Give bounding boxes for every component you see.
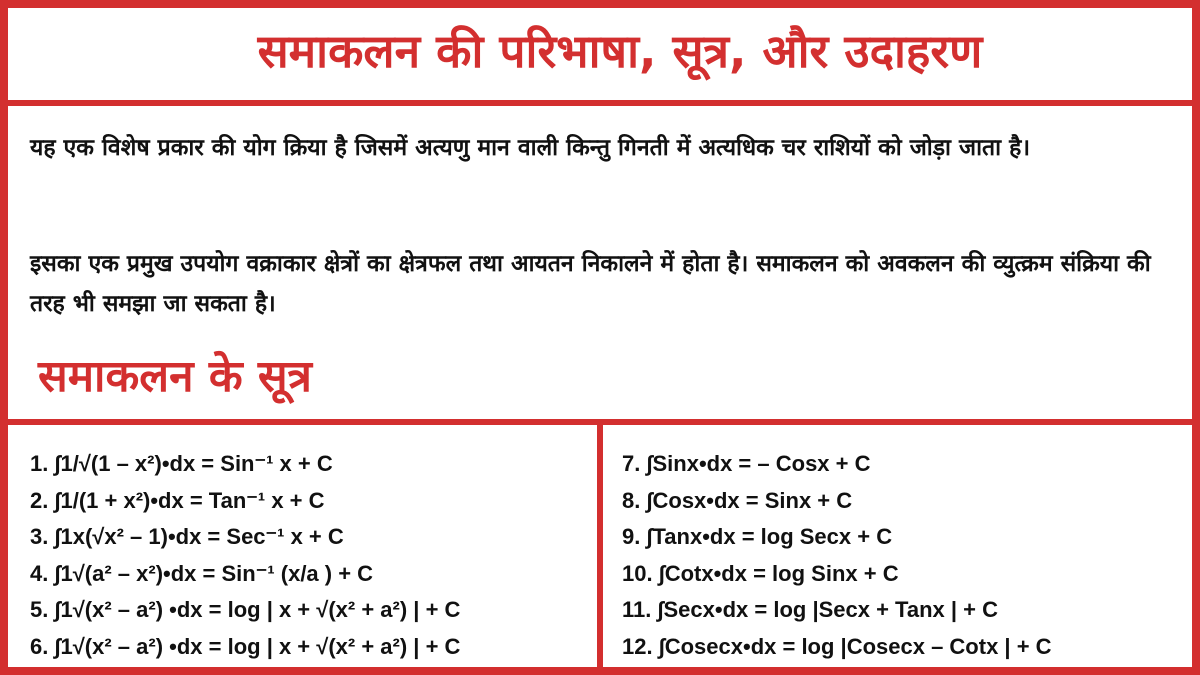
formula-item: 8. ∫Cosx•dx = Sinx + C (622, 487, 853, 513)
formula-list-right (622, 446, 1052, 665)
formula-list-left (30, 446, 460, 665)
definition-paragraph-2: इसका एक प्रमुख उपयोग वक्राकार क्षेत्रों का क्षेत्रफल तथा आयतन निकालने में होता है। समाकलन को अवकलन की व्युत्क्रम संक्रिया की तरह भी समझा जा सकता है। (30, 251, 1151, 317)
definition-paragraph-1: यह एक विशेष प्रकार की योग क्रिया है जिसमें अत्यणु मान वाली किन्तु गिनती में अत्यधिक चर राशियों को जोड़ा जाता है। (30, 135, 1031, 161)
formula-item: 1. ∫1/√(1 – x²)•dx = Sin⁻¹ x + C (30, 451, 333, 476)
formula-item: 6. ∫1√(x² – a²) •dx = log | x + √(x² + a²) | + C (30, 633, 461, 659)
formulas-section-title: समाकलन के सूत्र (38, 351, 312, 402)
formula-item: 11. ∫Secx•dx = log |Secx + Tanx | + C (622, 597, 998, 622)
page-title: समाकलन की परिभाषा, सूत्र, और उदाहरण (257, 24, 983, 78)
formula-item: 12. ∫Cosecx•dx = log |Cosecx – Cotx | + C (622, 633, 1052, 659)
formula-item: 3. ∫1x(√x² – 1)•dx = Sec⁻¹ x + C (30, 524, 344, 549)
formula-item: 4. ∫1√(a² – x²)•dx = Sin⁻¹ (x/a ) + C (30, 560, 374, 586)
formula-item: 7. ∫Sinx•dx = – Cosx + C (622, 451, 871, 476)
column-divider (597, 425, 603, 675)
formula-item: 10. ∫Cotx•dx = log Sinx + C (622, 560, 899, 586)
formula-item: 9. ∫Tanx•dx = log Secx + C (622, 524, 893, 549)
formula-item: 2. ∫1/(1 + x²)•dx = Tan⁻¹ x + C (30, 487, 325, 513)
title-divider (0, 100, 1200, 106)
formula-item: 5. ∫1√(x² – a²) •dx = log | x + √(x² + a²) | + C (30, 597, 461, 622)
